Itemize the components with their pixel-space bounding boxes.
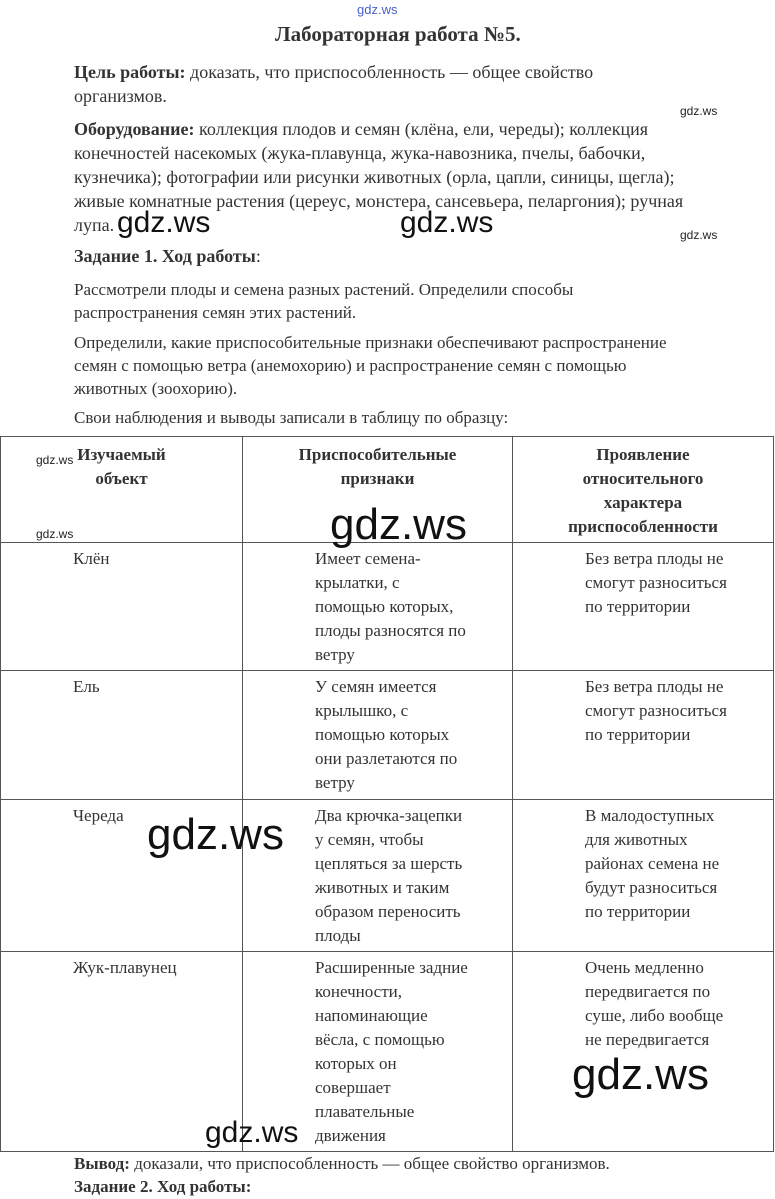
- watermark: gdz.ws: [400, 206, 494, 239]
- conclusion-paragraph: [74, 1152, 764, 1175]
- watermark: gdz.ws: [36, 453, 74, 467]
- watermark: gdz.ws: [680, 104, 718, 118]
- equipment-label: Оборудование:: [74, 119, 195, 139]
- cell-traits: Два крючка-зацепки у семян, чтобы цепляться за шерсть животных и таким образом переносить плоды: [243, 800, 513, 952]
- cell-object: Череда: [1, 800, 243, 952]
- cell-object: Ель: [1, 671, 243, 800]
- goal-label: Цель работы:: [74, 62, 186, 82]
- cell-relative: Без ветра плоды не смогут разноситься по территории: [513, 543, 774, 671]
- task1-paragraph-2: Определили, какие приспособительные признаки обеспечивают распространение семян с помощью ветра (анемохорию) и распространение семян с помощью животных (зоохорию).: [74, 333, 667, 398]
- watermark: gdz.ws: [147, 810, 284, 859]
- task1-paragraph-1: Рассмотрели плоды и семена разных растений. Определили способы распространения семян этих растений.: [74, 280, 574, 322]
- table-row: [1, 800, 774, 952]
- cell-relative: В малодоступных для животных районах семена не будут разноситься по территории: [513, 800, 774, 952]
- table-row: [1, 543, 774, 671]
- task1-paragraph-3: Свои наблюдения и выводы записали в таблицу по образцу:: [74, 408, 509, 427]
- conclusion-label: Вывод:: [74, 1154, 130, 1173]
- watermark-top: gdz.ws: [357, 2, 398, 17]
- header-relative: Проявление относительного характера приспособленности: [513, 437, 774, 543]
- goal-text-1: доказать, что приспособленность — общее свойство: [190, 62, 594, 82]
- goal-text-2: организмов.: [74, 86, 167, 106]
- page-title: Лабораторная работа №5.: [275, 22, 521, 46]
- watermark: gdz.ws: [572, 1050, 709, 1099]
- cell-object: Клён: [1, 543, 243, 671]
- cell-object: Жук-плавунец: [1, 952, 243, 1152]
- cell-traits: Расширенные задние конечности, напоминающие вёсла, с помощью которых он совершает плавательные движения: [243, 952, 513, 1152]
- equipment-line-5: лупа.: [74, 215, 115, 235]
- equipment-line-1: коллекция плодов и семян (клёна, ели, череды); коллекция: [199, 119, 649, 139]
- watermark: gdz.ws: [680, 228, 718, 242]
- task2-heading: Задание 2. Ход работы:: [74, 1177, 252, 1196]
- cell-relative: Очень медленно передвигается по суше, либо вообще не передвигается: [513, 952, 774, 1152]
- task1-heading: Задание 1. Ход работы:: [74, 246, 261, 266]
- equipment-line-4: живые комнатные растения (цереус, монстера, сансевьера, пеларгония); ручная: [74, 191, 684, 211]
- watermark: gdz.ws: [205, 1116, 299, 1149]
- conclusion-text: доказали, что приспособленность — общее свойство организмов.: [134, 1154, 610, 1173]
- header-traits: Приспособительные признаки: [243, 437, 513, 543]
- header-object: Изучаемый объект: [1, 437, 243, 543]
- watermark: gdz.ws: [330, 500, 467, 549]
- table-row: [1, 671, 774, 800]
- watermark: gdz.ws: [36, 527, 74, 541]
- watermark: gdz.ws: [117, 206, 211, 239]
- cell-traits: У семян имеется крылышко, с помощью которых они разлетаются по ветру: [243, 671, 513, 800]
- cell-traits: Имеет семена- крылатки, с помощью которых, плоды разносятся по ветру: [243, 543, 513, 671]
- goal-paragraph: [74, 60, 764, 108]
- cell-relative: Без ветра плоды не смогут разноситься по территории: [513, 671, 774, 800]
- equipment-line-2: конечностей насекомых (жука-плавунца, жука-навозника, пчелы, бабочки,: [74, 143, 646, 163]
- equipment-line-3: кузнечика); фотографии или рисунки животных (орла, цапли, синицы, щегла);: [74, 167, 675, 187]
